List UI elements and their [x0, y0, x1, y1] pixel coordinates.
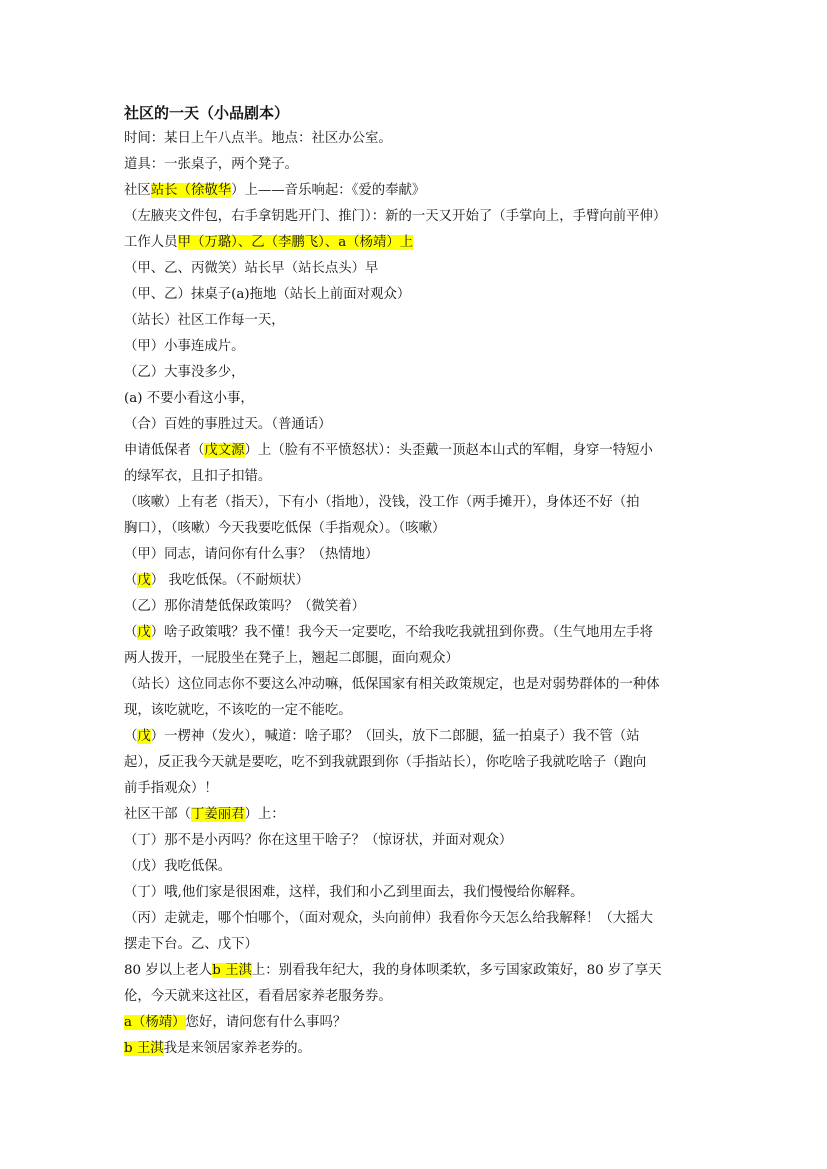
script-line [124, 438, 710, 464]
script-line [124, 620, 710, 646]
line-text: 摆走下台。乙、戊下） [124, 937, 258, 952]
script-line [124, 490, 710, 516]
script-line [124, 932, 710, 958]
script-line [124, 1036, 710, 1062]
script-line [124, 178, 710, 204]
line-text: （戊）我吃低保。 [124, 859, 232, 874]
line-text: 的绿军衣，且扣子扣错。 [124, 469, 272, 484]
script-line [124, 750, 710, 776]
line-text: 伦，今天就来这社区，看看居家养老服务券。 [124, 989, 392, 1004]
line-text: （乙）大事没多少， [124, 365, 245, 380]
line-text: （丁）那不是小丙吗？你在这里干啥子？（惊讶状，并面对观众） [124, 833, 513, 848]
script-line [124, 568, 710, 594]
script-line [124, 1010, 710, 1036]
highlighted-text: a（杨靖） [124, 1015, 186, 1030]
script-line [124, 646, 710, 672]
line-text: (a) 不要小看这小事， [124, 391, 254, 406]
script-line [124, 230, 710, 256]
line-text: 上：别看我年纪大，我的身体呗柔软，多亏国家政策好，80 岁了享天 [251, 963, 662, 978]
line-text: 工作人员 [124, 235, 178, 250]
script-line [124, 958, 710, 984]
line-text: ） 我吃低保。（不耐烦状） [150, 573, 310, 588]
script-line [124, 464, 710, 490]
highlighted-text: 戊文源 [204, 443, 245, 458]
script-line [124, 880, 710, 906]
script-line [124, 594, 710, 620]
highlighted-text: b 王淇 [124, 1041, 164, 1056]
script-line [124, 256, 710, 282]
line-text: （ [124, 729, 138, 744]
script-line [124, 906, 710, 932]
line-text: （咳嗽）上有老（指天），下有小（指地），没钱，没工作（两手摊开），身体还不好（拍 [124, 495, 640, 510]
line-text: （站长）这位同志你不要这么冲动嘛，低保国家有相关政策规定，也是对弱势群体的一种体 [124, 677, 660, 692]
highlighted-text: 戊 [137, 573, 151, 588]
script-line [124, 828, 710, 854]
line-text: （乙）那你清楚低保政策吗？（微笑着） [124, 599, 366, 614]
line-text: 社区干部（ [124, 807, 191, 822]
script-line [124, 204, 710, 230]
line-text: （ [124, 573, 138, 588]
line-text: 胸口），（咳嗽）今天我要吃低保（手指观众）。（咳嗽） [124, 521, 446, 536]
script-line [124, 126, 710, 152]
line-text: 前手指观众）！ [124, 781, 218, 796]
highlighted-text: b 王淇 [212, 963, 252, 978]
line-text: ）啥子政策哦？我不懂！我今天一定要吃，不给我吃我就扭到你费。（生气地用左手将 [150, 625, 653, 640]
line-text: （甲）同志，请问你有什么事？（热情地） [124, 547, 379, 562]
line-text: （甲、乙）抹桌子(a)拖地（站长上前面对观众） [124, 287, 411, 302]
line-text: 社区 [124, 183, 151, 198]
script-line [124, 776, 710, 802]
document-page [124, 100, 710, 1062]
script-line [124, 672, 710, 698]
line-text: 起），反正我今天就是要吃，吃不到我就跟到你（手指站长），你吃啥子我就吃啥子（跑向 [124, 755, 647, 770]
line-text: ）上——音乐响起：《爱的奉献》 [231, 183, 426, 198]
script-line [124, 724, 710, 750]
line-text: ）上（脸有不平愤怒状）：头歪戴一顶赵本山式的军帽，身穿一特短小 [244, 443, 653, 458]
script-line [124, 334, 710, 360]
line-text: 我是来领居家养老券的。 [163, 1041, 311, 1056]
line-text: ）一楞神（发火），喊道：啥子耶？（回头，放下二郎腿，猛一拍桌子）我不管（站 [150, 729, 640, 744]
line-text: 道具：一张桌子，两个凳子。 [124, 157, 299, 172]
script-body [124, 126, 710, 1062]
line-text: 两人拨开，一屁股坐在凳子上，翘起二郎腿，面向观众） [124, 651, 459, 666]
line-text: 现，该吃就吃，不该吃的一定不能吃。 [124, 703, 352, 718]
script-line [124, 542, 710, 568]
line-text: （左腋夹文件包，右手拿钥匙开门、推门）：新的一天又开始了（手掌向上，手臂向前平伸） [124, 209, 667, 224]
line-text: （合）百姓的事胜过天。（普通话） [124, 417, 332, 432]
line-text: （甲）小事连成片。 [124, 339, 245, 354]
script-line [124, 386, 710, 412]
line-text: （丁）哦,他们家是很困难，这样，我们和小乙到里面去，我们慢慢给你解释。 [124, 885, 584, 900]
line-text: 80 岁以上老人 [124, 963, 213, 978]
script-line [124, 854, 710, 880]
script-line [124, 984, 710, 1010]
line-text: （站长）社区工作每一天， [124, 313, 285, 328]
script-line [124, 802, 710, 828]
highlighted-text: 丁姜丽君 [190, 807, 245, 822]
document-title: 社区的一天（小品剧本） [124, 104, 290, 122]
highlighted-text: 站长（徐敬华 [150, 183, 232, 198]
script-line [124, 282, 710, 308]
highlighted-text: 戊 [137, 729, 151, 744]
line-text: 您好，请问您有什么事吗？ [185, 1015, 347, 1030]
highlighted-text: 戊 [137, 625, 151, 640]
script-line [124, 698, 710, 724]
script-line [124, 360, 710, 386]
line-text: 申请低保者（ [124, 443, 205, 458]
line-text: （ [124, 625, 138, 640]
script-line [124, 516, 710, 542]
highlighted-text: 甲（万璐）、乙（李鹏飞）、a（杨靖）上 [177, 235, 414, 250]
line-text: （丙）走就走，哪个怕哪个，（面对观众，头向前伸）我看你今天怎么给我解释！（大摇大 [124, 911, 653, 926]
script-line [124, 152, 710, 178]
script-line [124, 412, 710, 438]
script-line [124, 308, 710, 334]
line-text: ）上： [244, 807, 285, 822]
line-text: 时间：某日上午八点半。地点：社区办公室。 [124, 131, 392, 146]
line-text: （甲、乙、丙微笑）站长早（站长点头）早 [124, 261, 379, 276]
